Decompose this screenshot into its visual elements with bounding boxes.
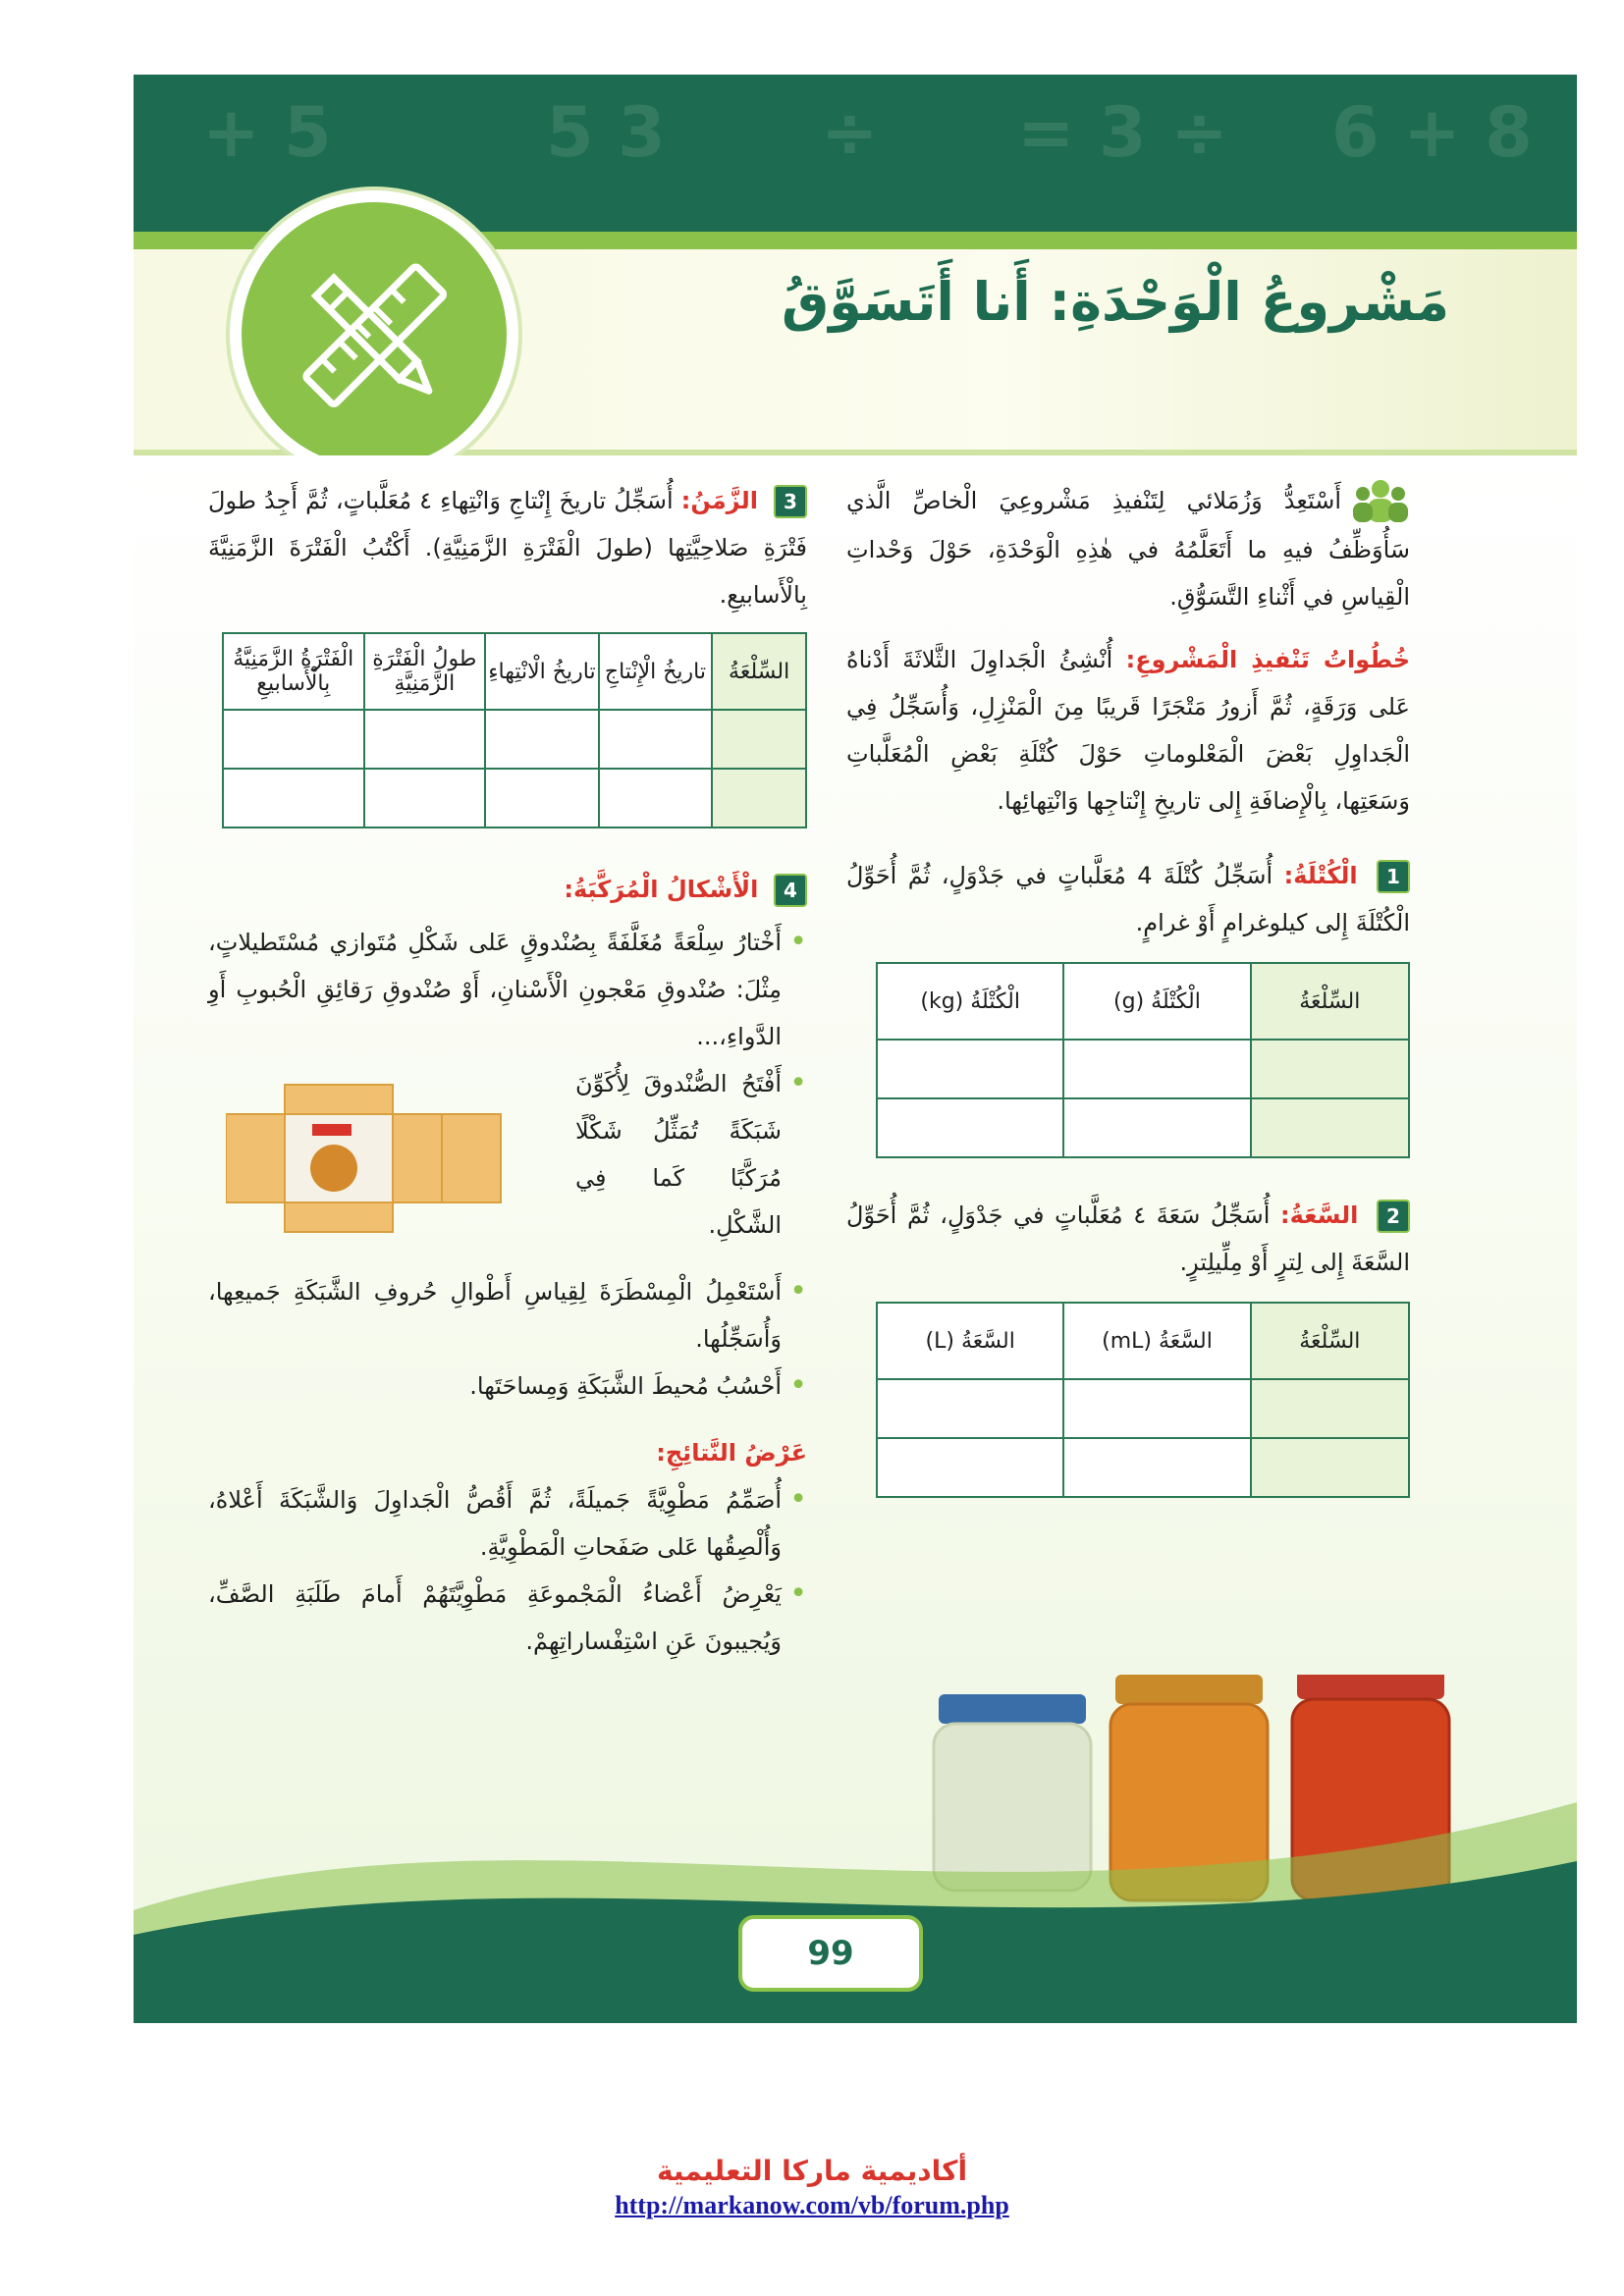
time-table [222, 632, 807, 828]
capacity-table [876, 1302, 1410, 1498]
table-cell[interactable] [1063, 1040, 1250, 1098]
table-header: طولُ الْفَتْرَةِ الزَّمَنِيَّةِ [364, 633, 486, 710]
intro-paragraph [846, 477, 1410, 620]
table-row [877, 1040, 1409, 1098]
table-cell[interactable] [485, 710, 599, 769]
table-cell[interactable] [364, 710, 486, 769]
table-cell[interactable] [877, 1379, 1063, 1438]
time-paragraph [208, 477, 807, 618]
list-item: • أَسْتَعْمِلُ الْمِسْطَرَةَ لِقِياسِ أَطْوالِ حُروفِ الشَّبَكَةِ جَميعِها، وَأُسَجِّلُها. [208, 1268, 807, 1362]
page-title: مَشْروعُ الْوَحْدَةِ: أَنا أَتَسَوَّقُ [782, 271, 1449, 333]
credit-link[interactable]: http://markanow.com/vb/forum.php [615, 2191, 1009, 2219]
shapes-label: الْأَشْكالُ الْمُرَكَّبَةُ: [564, 876, 759, 903]
page-number: 99 [738, 1915, 923, 1992]
left-column [208, 457, 807, 1665]
table-header: السَّعَةُ (mL) [1063, 1303, 1250, 1379]
shapes-list [208, 919, 807, 1410]
table-cell[interactable] [1063, 1098, 1250, 1157]
steps-label: خُطُواتُ تَنْفيذِ الْمَشْروعِ: [1125, 646, 1410, 673]
list-item-text: • أَفْتَحُ الصُّنْدوقَ لِأُكَوِّنَ شَبَكَةً تُمَثِّلُ شَكْلًا مُرَكَّبًا كَما فِي الشَّكْلِ. [575, 1070, 782, 1239]
table-cell[interactable] [712, 710, 806, 769]
table-row [877, 1438, 1409, 1497]
header-banner: 5 + 3 5 ÷ ÷ 3 = 8 + 6 [134, 75, 1577, 232]
table-header: السِّلْعَةُ [1251, 963, 1409, 1040]
table-cell[interactable] [712, 769, 806, 828]
intro-text: أَسْتَعِدُّ وَزُمَلائي لِتَنْفيذِ مَشْروعِيَ الْخاصِّ الَّذي سَأُوَظِّفُ فيهِ ما أَتَعَلَّمُهُ في هٰذِهِ الْوَحْدَةِ، حَوْلَ وَحْداتِ الْقِياسِ في أَثْناءِ التَّسَوُّقِ. [846, 487, 1410, 611]
table-cell[interactable] [1251, 1379, 1409, 1438]
list-item: • أُصَمِّمُ مَطْوِيَّةً جَميلَةً، ثُمَّ أَقُصُّ الْجَداوِلَ وَالشَّبَكَةَ أَعْلاهُ، وَأُلْصِقُها عَلى صَفَحاتِ الْمَطْوِيَّةِ. [208, 1476, 807, 1571]
results-label: عَرْضُ النَّتائِجِ: [656, 1439, 807, 1467]
results-list [208, 1476, 807, 1665]
list-item: • أَحْسُبُ مُحيطَ الشَّبَكَةِ وَمِساحَتَها. [208, 1362, 807, 1410]
section-number: 2 [1377, 1200, 1410, 1233]
table-cell[interactable] [1063, 1379, 1250, 1438]
capacity-text: أُسَجِّلُ سَعَةَ ٤ مُعَلَّباتٍ في جَدْوَلٍ، ثُمَّ أُحَوِّلُ السَّعَةَ إِلى لِترٍ أَوْ مِلِّيلِترٍ. [846, 1201, 1410, 1276]
table-cell[interactable] [1251, 1040, 1409, 1098]
table-header: السِّلْعَةُ [1251, 1303, 1409, 1379]
table-cell[interactable] [877, 1098, 1063, 1157]
table-row [223, 769, 806, 828]
steps-paragraph [846, 636, 1410, 825]
table-cell[interactable] [599, 769, 713, 828]
right-column [846, 477, 1410, 1498]
table-row [877, 1098, 1409, 1157]
table-cell[interactable] [1063, 1438, 1250, 1497]
capacity-paragraph [846, 1192, 1410, 1286]
table-cell[interactable] [223, 710, 364, 769]
textbook-page [134, 75, 1577, 2023]
mass-table [876, 962, 1410, 1158]
table-cell[interactable] [223, 769, 364, 828]
mass-label: الْكُتْلَةُ: [1283, 862, 1358, 889]
table-cell[interactable] [599, 710, 713, 769]
credit-name: أكاديمية ماركا التعليمية [656, 2155, 968, 2187]
table-cell[interactable] [1251, 1438, 1409, 1497]
table-cell[interactable] [1251, 1098, 1409, 1157]
mass-paragraph [846, 852, 1410, 946]
mass-text: أُسَجِّلُ كُتْلَةَ 4 مُعَلَّباتٍ في جَدْوَلٍ، ثُمَّ أُحَوِّلُ الْكُتْلَةَ إِلى كيلوغرامٍ أَوْ غرامٍ. [846, 862, 1410, 936]
capacity-label: السَّعَةُ: [1280, 1201, 1359, 1229]
time-label: الزَّمَنُ: [680, 487, 758, 514]
table-header: الْكُتْلَةُ (g) [1063, 963, 1250, 1040]
table-cell[interactable] [877, 1438, 1063, 1497]
group-people-icon [1351, 477, 1410, 526]
results-heading [208, 1429, 807, 1476]
table-header: تاريخُ الْانْتِهاءِ [485, 633, 599, 710]
table-header: الْفَتْرَةُ الزَّمَنِيَّةُ بِالْأَسابيعِ [223, 633, 364, 710]
steps-text: أُنْشِئُ الْجَداوِلَ الثَّلاثَةَ أَدْناهُ عَلى وَرَقَةٍ، ثُمَّ أَزورُ مَتْجَرًا قَريبًا مِنَ الْمَنْزِلِ، وَأُسَجِّلُ فِي الْجَداوِلِ بَعْضَ الْمَعْلوماتِ حَوْلَ كُتْلَةِ بَعْضِ الْمُعَلَّباتِ وَسَعَتِها، بِالْإِضافَةِ إِلى تاريخِ إِنْتاجِها وَانْتِهائِها. [846, 646, 1410, 815]
table-header: تاريخُ الْإِنْتاجِ [599, 633, 713, 710]
shapes-heading [208, 866, 807, 913]
table-row [223, 710, 806, 769]
unit-badge [230, 190, 518, 479]
section-number: 4 [774, 874, 807, 907]
table-header: السَّعَةُ (L) [877, 1303, 1063, 1379]
table-row [877, 1379, 1409, 1438]
list-item [208, 1060, 807, 1249]
cereal-box-net-image [226, 1070, 520, 1237]
ruler-pencil-icon [276, 237, 472, 433]
list-item: • أَخْتارُ سِلْعَةً مُغَلَّفَةً بِصُنْدوقٍ عَلى شَكْلِ مُتَوازي مُسْتَطيلاتٍ، مِثْلَ: صُنْدوقِ مَعْجونِ الْأَسْنانِ، أَوْ صُنْدوقِ رَقائِقِ الْحُبوبِ أَوِ الدَّواءِ،... [208, 919, 807, 1060]
table-cell[interactable] [877, 1040, 1063, 1098]
section-number: 3 [774, 485, 807, 518]
table-cell[interactable] [364, 769, 486, 828]
list-item: • يَعْرِضُ أَعْضاءُ الْمَجْموعَةِ مَطْوِيَّتَهُمْ أَمامَ طَلَبَةِ الصَّفِّ، وَيُجيبونَ عَنِ اسْتِفْساراتِهِمْ. [208, 1571, 807, 1665]
table-cell[interactable] [485, 769, 599, 828]
table-header: الْكُتْلَةُ (kg) [877, 963, 1063, 1040]
time-text: أُسَجِّلُ تاريخَ إِنْتاجِ وَانْتِهاءِ ٤ مُعَلَّباتٍ، ثُمَّ أَجِدُ طولَ فَتْرَةِ صَلاحِيَّتِها (طولَ الْفَتْرَةِ الزَّمَنِيَّةِ). أَكْتُبُ الْفَتْرَةَ الزَّمَنِيَّةَ بِالْأَسابيعِ. [208, 487, 807, 609]
table-header: السِّلْعَةُ [712, 633, 806, 710]
section-number: 1 [1377, 860, 1410, 893]
